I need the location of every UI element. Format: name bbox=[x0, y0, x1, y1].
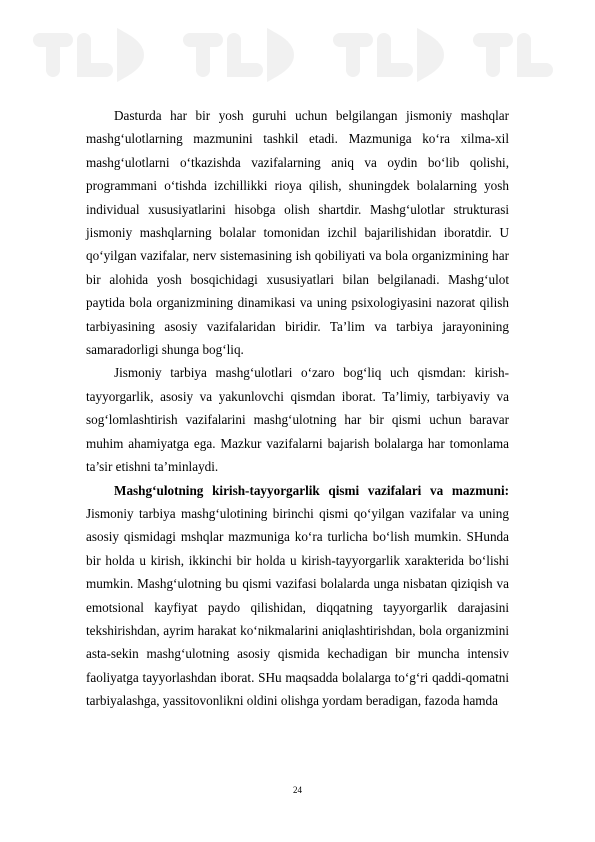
section-heading: Mashg‘ulotning kirish-tayyorgarlik qismi vazifalari va mazmuni: bbox=[114, 482, 509, 498]
paragraph-2-text: Jismoniy tarbiya mashg‘ulotlari o‘zaro bog‘liq uch qismdan: kirish-tayyorgarlik, asosiy va yakunlovchi qismdan iborat. Ta’limiy, tarbiyaviy va sog‘lomlashtirish vazifalarini mashg‘ulotning har bir qismi uchun baravar muhim ahamiyatga ega. Mazkur vazifalarni bajarish bolalarga har tomonlama ta’sir etishni ta’minlaydi. bbox=[86, 365, 509, 475]
paragraph-3-text: Jismoniy tarbiya mashg‘ulotining birinchi qismi qo‘yilgan vazifalar va uning asosiy qismidagi mshqlar mazmuniga ko‘ra turlicha bo‘lish mumkin. SHunda bir holda u kirish, ikkinchi bir holda u kirish-tayyorgarlik xarakterida bo‘lishi mumkin. Mashg‘ulotning bu qismi vazifasi bolalarda unga nisbatan qiziqish va emotsional kayfiyat paydo qilishidan, diqqatning tayyorgarlik darajasini tekshirishdan, ayrim harakat ko‘nikmalarini aniqlashtirishdan, bola organizmini asta-sekin mashg‘ulotning asosiy qismida kechadigan bir muncha intensiv faoliyatga tayyorlashdan iborat. SHu maqsadda bolalarga to‘g‘ri qaddi-qomatni tarbiyalashga, yassitovonlikni oldini olishga yordam beradigan, fazoda hamda bbox=[86, 505, 509, 709]
paragraph-1-text: Dasturda har bir yosh guruhi uchun belgilangan jismoniy mashqlar mashg‘ulotlarning mazmunini tashkil etadi. Mazmuniga ko‘ra xilma-xil mashg‘ulotlarni o‘tkazishda vazifalarning aniq va oydin bo‘lib qolishi, programmani o‘tishda izchillikki rioya qilish, shuningdek bolalarning yosh individual xususiyatlarini hisobga olish shartdir. Mashg‘ulotlar strukturasi jismoniy mashqlarning bolalar tomonidan izchil bajarilishidan iboratdir. U qo‘yilgan vazifalar, nerv sistemasining ish qobiliyati va bola organizmining har bir alohida yosh bosqichidagi xususiyatlari bilan belgilanadi. Mashg‘ulot paytida bola organizmining dinamikasi va uning psixologiyasini nazorat qilish tarbiyasining asosiy vazifalaridan biridir. Ta’lim va tarbiya jarayonining samaradorligi shunga bog‘liq. bbox=[86, 108, 509, 358]
paragraph-1 bbox=[86, 104, 509, 361]
page-number: 24 bbox=[293, 785, 302, 795]
body-text bbox=[86, 104, 509, 713]
paragraph-2 bbox=[86, 361, 509, 478]
paragraph-3 bbox=[86, 479, 509, 713]
